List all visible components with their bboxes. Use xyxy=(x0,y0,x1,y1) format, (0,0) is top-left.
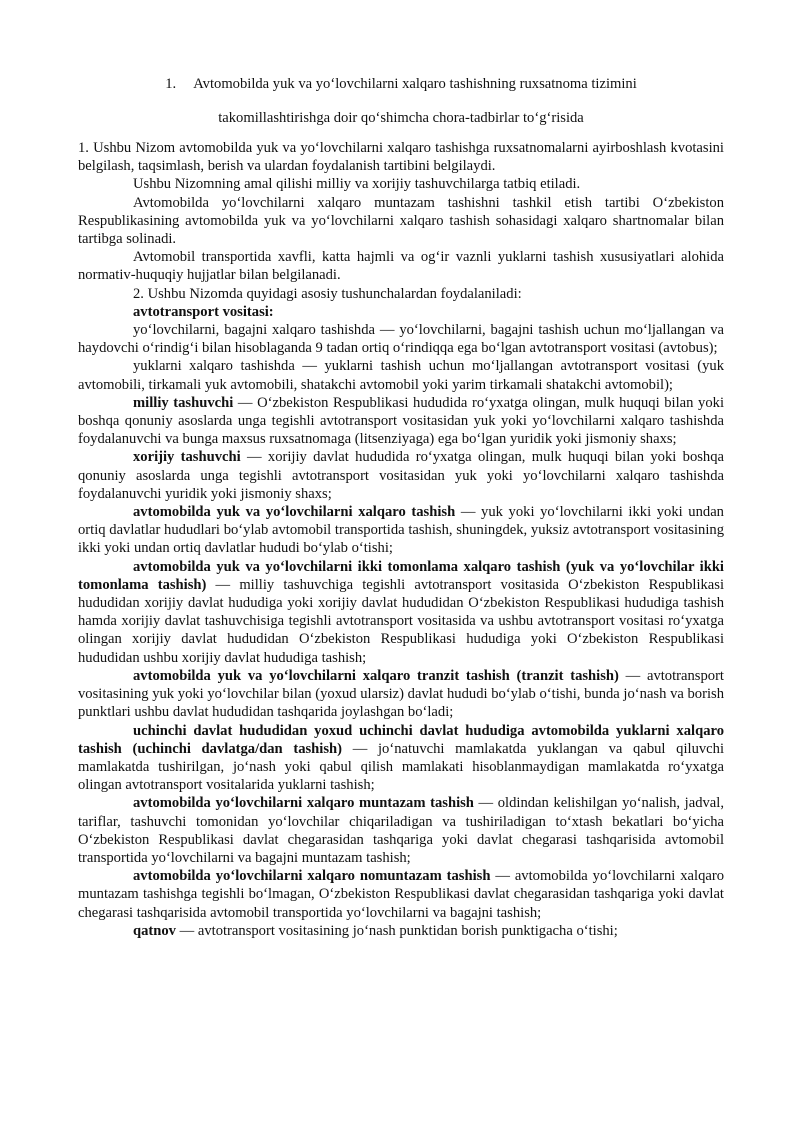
title-line-1: Avtomobilda yuk va yo‘lovchilarni xalqaro tashishning ruxsatnoma tizimini xyxy=(193,76,637,92)
paragraph: Avtomobilda yo‘lovchilarni xalqaro muntazam tashishni tashkil etish tartibi O‘zbekiston Respublikasining avtomobilda yuk va yo‘lovchilarni xalqaro tashish sohasidagi xalqaro shartnomalar bilan tartibga solinadi. xyxy=(78,194,724,248)
document-page xyxy=(78,74,724,940)
paragraph: 1. Ushbu Nizom avtomobilda yuk va yo‘lovchilarni xalqaro tashishga ruxsatnomalarni ayirboshlash kvotasini belgilash, taqsimlash, berish va ulardan foydalanish tartibini belgilaydi. xyxy=(78,140,724,175)
document-title xyxy=(78,74,724,94)
definition-ikki-tomonlama-tashish: avtomobilda yuk va yo‘lovchilarni ikki tomonlama xalqaro tashish (yuk va yo‘lovchilar ikki tomonlama tashish) — milliy tashuvchiga tegishli avtotransport vositasida O‘zbekiston Respublikasi hududidan xorijiy davlat hududiga yoki xorijiy davlat hududidan O‘zbekiston Respublikasi hududiga tashish hamda xorijiy davlat tashuvchisiga tegishli avtotransport vositasida va ushbu avtotransport vositasi ro‘yxatga olingan xorijiy davlat hududidan O‘zbekiston Respublikasi hududiga yoki O‘zbekiston Respublikasi hududidan ushbu xorijiy davlat hududiga tashish; xyxy=(78,558,725,666)
paragraph: Ushbu Nizomning amal qilishi milliy va xorijiy tashuvchilarga tatbiq etiladi. xyxy=(133,176,581,193)
paragraph: yo‘lovchilarni, bagajni xalqaro tashishda — yo‘lovchilarni, bagajni tashish uchun mo‘ljallangan va haydovchi o‘rindig‘i bilan hisoblaganda 9 tadan ortiq o‘rindiqqa ega bo‘lgan avtotransport vositasi (avtobus); xyxy=(78,322,724,357)
definition-muntazam-tashish: avtomobilda yo‘lovchilarni xalqaro muntazam tashish — oldindan kelishilgan yo‘nalish, jadval, tariflar, tashuvchi tomonidan yo‘lovchilar chiqariladigan va tushiriladigan to‘xtash bekatlari bo‘yicha O‘zbekiston Respublikasi davlat chegarasidan tashqariga yoki davlat chegarasi tashqarisida avtomobil transportida yo‘lovchilarni va bagajni muntazam tashish; xyxy=(78,795,724,866)
definition-qatnov: qatnov — avtotransport vositasining jo‘nash punktidan borish punktigacha o‘tishi; xyxy=(133,922,618,939)
paragraph: 2. Ushbu Nizomda quyidagi asosiy tushunchalardan foydalaniladi: xyxy=(133,285,522,302)
title-number: 1. xyxy=(165,76,177,92)
definition-tranzit-tashish: avtomobilda yuk va yo‘lovchilarni xalqaro tranzit tashish (tranzit tashish) — avtotransport vositasining yuk yoki yo‘lovchilar bilan (yoxud ularsiz) davlat hududi bo‘ylab o‘tishi, bunda jo‘nash va borish punktlari ushbu davlat hududidan tashqarida joylashgan bo‘ladi; xyxy=(78,667,724,721)
definition-heading: avtotransport vositasi: xyxy=(133,303,274,320)
definition-xalqaro-tashish: avtomobilda yuk va yo‘lovchilarni xalqaro tashish — yuk yoki yo‘lovchilarni ikki yoki undan ortiq davlatlar hududlari bo‘ylab avtomobil transportida tashish, shuningdek, yuksiz avtotransport vositasining ikki yoki undan ortiq davlatlar hududi bo‘ylab o‘tishi; xyxy=(78,504,724,557)
definition-uchinchi-davlat: uchinchi davlat hududidan yoxud uchinchi davlat hududiga avtomobilda yuklarni xalqaro tashish (uchinchi davlatga/dan tashish) — jo‘natuvchi mamlakatda yuklangan va qabul qiluvchi mamlakatda tushirilgan, jo‘nash yoki qabul qilish mamlakati hisoblanmaydigan mamlakatda ro‘yxatga olingan avtotransport vositalarida yuklarni tashish; xyxy=(78,722,724,794)
document-body xyxy=(78,139,724,940)
document-title-line-2: takomillashtirishga doir qo‘shimcha chora-tadbirlar to‘g‘risida xyxy=(218,110,584,126)
definition-nomuntazam-tashish: avtomobilda yo‘lovchilarni xalqaro nomuntazam tashish — avtomobilda yo‘lovchilarni xalqaro muntazam tashishga tegishli bo‘lmagan, O‘zbekiston Respublikasi davlat chegarasidan tashqariga yoki davlat chegarasi tashqarisida avtomobil transportida yo‘lovchilarni va bagajni tashish; xyxy=(78,868,724,921)
definition-xorijiy-tashuvchi: xorijiy tashuvchi — xorijiy davlat hududida ro‘yxatga olingan, mulk huquqi bilan yoki boshqa qonuniy asoslarda unga tegishli avtotransport vositasidan yuk yoki yo‘lovchilarni xalqaro tashishda foydalanuvchi yuridik yoki jismoniy shaxs; xyxy=(78,449,724,502)
paragraph: yuklarni xalqaro tashishda — yuklarni tashish uchun mo‘ljallangan avtotransport vositasi (yuk avtomobili, tirkamali yuk avtomobili, shatakchi avtomobil yoki yarim tirkamali shatakchi avtomobil); xyxy=(78,358,724,393)
definition-milliy-tashuvchi: milliy tashuvchi — O‘zbekiston Respublikasi hududida ro‘yxatga olingan, mulk huquqi bilan yoki boshqa qonuniy asoslarda unga tegishli avtotransport vositasidan yuk yoki yo‘lovchilarni xalqaro tashishda foydalanuvchi va bunga maxsus ruxsatnomaga (litsenziyaga) ega bo‘lgan yuridik yoki jismoniy shaxs; xyxy=(78,394,724,448)
paragraph: Avtomobil transportida xavfli, katta hajmli va og‘ir vaznli yuklarni tashish xususiyatlari alohida normativ-huquqiy hujjatlar bilan belgilanadi. xyxy=(78,249,724,284)
